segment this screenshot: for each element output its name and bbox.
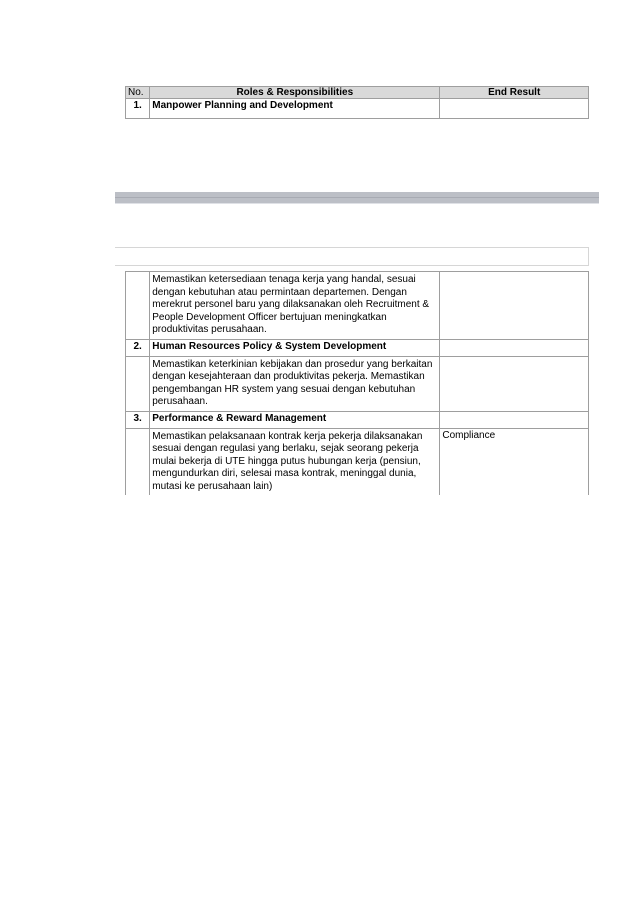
row-number-cell <box>126 356 150 411</box>
column-header-end-result: End Result <box>440 87 589 99</box>
row-end-result <box>440 99 589 119</box>
header-row <box>126 87 589 99</box>
column-header-roles: Roles & Responsibilities <box>150 87 440 99</box>
row-end-result <box>440 272 589 340</box>
row-number-cell <box>126 428 150 495</box>
table-row <box>126 272 589 340</box>
table-row <box>126 356 589 411</box>
page-break-band <box>115 192 599 204</box>
table-row <box>126 99 589 119</box>
table-row <box>126 411 589 428</box>
row-number-cell <box>126 272 150 340</box>
row-end-result <box>440 411 589 428</box>
row-number: 2. <box>126 339 150 356</box>
column-header-no: No. <box>126 87 150 99</box>
page-header-strip <box>115 247 589 266</box>
row-end-result <box>440 339 589 356</box>
row-title: Human Resources Policy & System Development <box>150 339 440 356</box>
row-number: 1. <box>126 99 150 119</box>
row-end-result <box>440 356 589 411</box>
row-number: 3. <box>126 411 150 428</box>
row-end-result: Compliance <box>440 428 589 495</box>
row-title: Performance & Reward Management <box>150 411 440 428</box>
roles-table-continued <box>125 271 589 495</box>
row-description: Memastikan keterkinian kebijakan dan prosedur yang berkaitan dengan kesejahteraan dan produktivitas pekerja. Memastikan pengembangan HR system yang sesuai dengan kebutuhan perusahaan. <box>150 356 440 411</box>
table-row <box>126 339 589 356</box>
table-row <box>126 428 589 495</box>
row-title: Manpower Planning and Development <box>150 99 440 119</box>
row-description: Memastikan ketersediaan tenaga kerja yang handal, sesuai dengan kebutuhan atau permintaan departemen. Dengan merekrut personel baru yang dilaksanakan oleh Recruitment & People Development Officer bertujuan meningkatkan produktivitas perusahaan. <box>150 272 440 340</box>
row-description: Memastikan pelaksanaan kontrak kerja pekerja dilaksanakan sesuai dengan regulasi yang berlaku, sejak seorang pekerja mulai bekerja di UTE hingga putus hubungan kerja (pensiun, mengundurkan diri, selesai masa kontrak, meninggal dunia, mutasi ke perusahaan lain) <box>150 428 440 495</box>
roles-table-header <box>125 86 589 119</box>
